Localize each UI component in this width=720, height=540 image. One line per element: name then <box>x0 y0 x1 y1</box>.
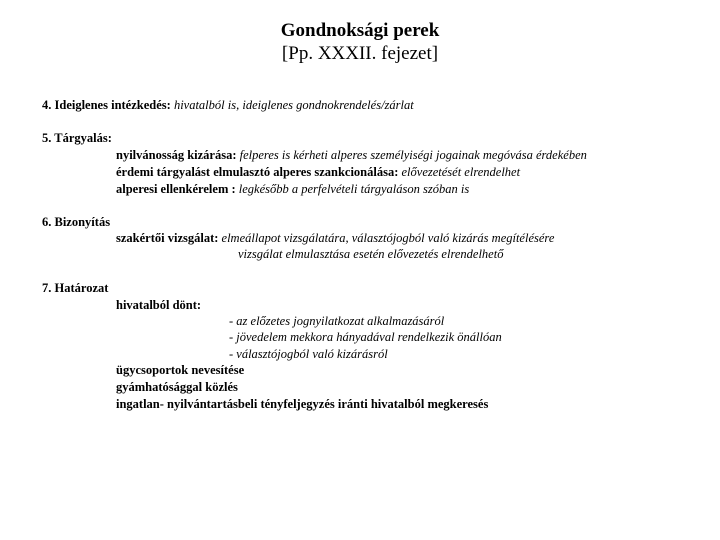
section-7-item-2: - jövedelem mekkora hányadával rendelkezik önállóan <box>229 330 502 344</box>
section-7-extra-3: ingatlan- nyilvántartásbeli tényfeljegyzés iránti hivatalból megkeresés <box>116 397 489 411</box>
section-5-line-3 <box>116 181 469 197</box>
section-5-heading: 5. Tárgyalás: <box>42 131 112 145</box>
section-4-heading: 4. Ideiglenes intézkedés: <box>42 98 171 112</box>
page-subtitle: [Pp. XXXII. fejezet] <box>281 43 439 64</box>
page-title: Gondnoksági perek <box>280 20 440 41</box>
section-7-extra-1: ügycsoportok nevesítése <box>116 363 245 377</box>
section-7-heading: 7. Határozat <box>42 281 109 295</box>
section-5-label-3: alperesi ellenkérelem : <box>116 182 236 196</box>
section-5-text-3: legkésőbb a perfelvételi tárgyaláson szóban is <box>238 182 470 196</box>
section-6-text-1: elmeállapot vizsgálatára, választójogból való kizárás megítélésére <box>221 231 555 245</box>
section-5-line-2 <box>116 164 520 180</box>
section-7-item-3: - választójogból való kizárásról <box>229 347 388 361</box>
section-4-line <box>42 97 414 113</box>
section-5-text-1: felperes is kérheti alperes személyiségi jogainak megóvása érdekében <box>239 148 587 162</box>
section-5-text-2: elővezetését elrendelhet <box>401 165 521 179</box>
section-6-text-2: vizsgálat elmulasztása esetén elővezetés elrendelhető <box>238 247 504 261</box>
section-6-label: szakértői vizsgálat: <box>116 231 219 245</box>
section-5-label-2: érdemi tárgyalást elmulasztó alperes szankcionálása: <box>116 165 399 179</box>
section-5-line-1 <box>116 147 587 163</box>
section-4-text: hivatalból is, ideiglenes gondnokrendelés/zárlat <box>173 98 414 112</box>
section-7-extra-2: gyámhatósággal közlés <box>116 380 238 394</box>
section-6-line-1 <box>116 230 554 246</box>
section-7-subheading: hivatalból dönt: <box>116 298 202 312</box>
section-6-heading: 6. Bizonyítás <box>42 215 111 229</box>
section-5-label-1: nyilvánosság kizárása: <box>116 148 237 162</box>
section-7-item-1: - az előzetes jognyilatkozat alkalmazásáról <box>229 314 445 328</box>
